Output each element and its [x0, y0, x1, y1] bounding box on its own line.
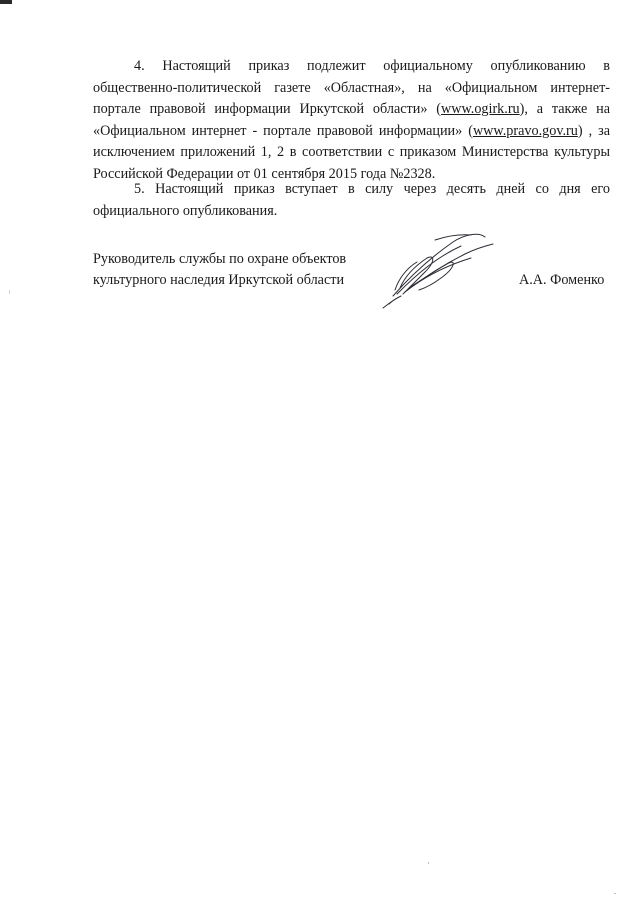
- paragraph-4-number: 4.: [134, 58, 145, 74]
- paragraph-4: [93, 56, 610, 185]
- paragraph-5: [93, 179, 610, 222]
- scan-corner-mark: [0, 0, 12, 4]
- paragraph-4-text-b: ), а также на «Официальном интернет - портале правовой информации» (: [93, 101, 611, 139]
- ogirk-link[interactable]: www.ogirk.ru: [440, 101, 520, 117]
- position-line-1: Руководитель службы по охране объектов: [93, 251, 347, 267]
- paragraph-5-text: Настоящий приказ вступает в силу через десять дней со дня его официального опубликования.: [93, 181, 610, 219]
- position-line-2: культурного наследия Иркутской области: [93, 272, 345, 288]
- signatory-name: А.А. Фоменко: [519, 272, 605, 288]
- paragraph-5-number: 5.: [134, 181, 145, 197]
- handwritten-signature-icon: [375, 228, 500, 310]
- signatory-position: [93, 249, 346, 291]
- paragraph-4-text-a: Настоящий приказ подлежит официальному опубликованию в общественно-политической газете «Областная», на «Официальном интернет-портале правовой информации Иркутской области» (: [93, 58, 610, 117]
- pravo-link[interactable]: www.pravo.gov.ru: [472, 122, 578, 139]
- paragraph-4-text-c: ) , за исключением приложений 1, 2 в соответствии с приказом Министерства культуры Российской Федерации от 01 сентября 2015 года №2328.: [93, 122, 610, 182]
